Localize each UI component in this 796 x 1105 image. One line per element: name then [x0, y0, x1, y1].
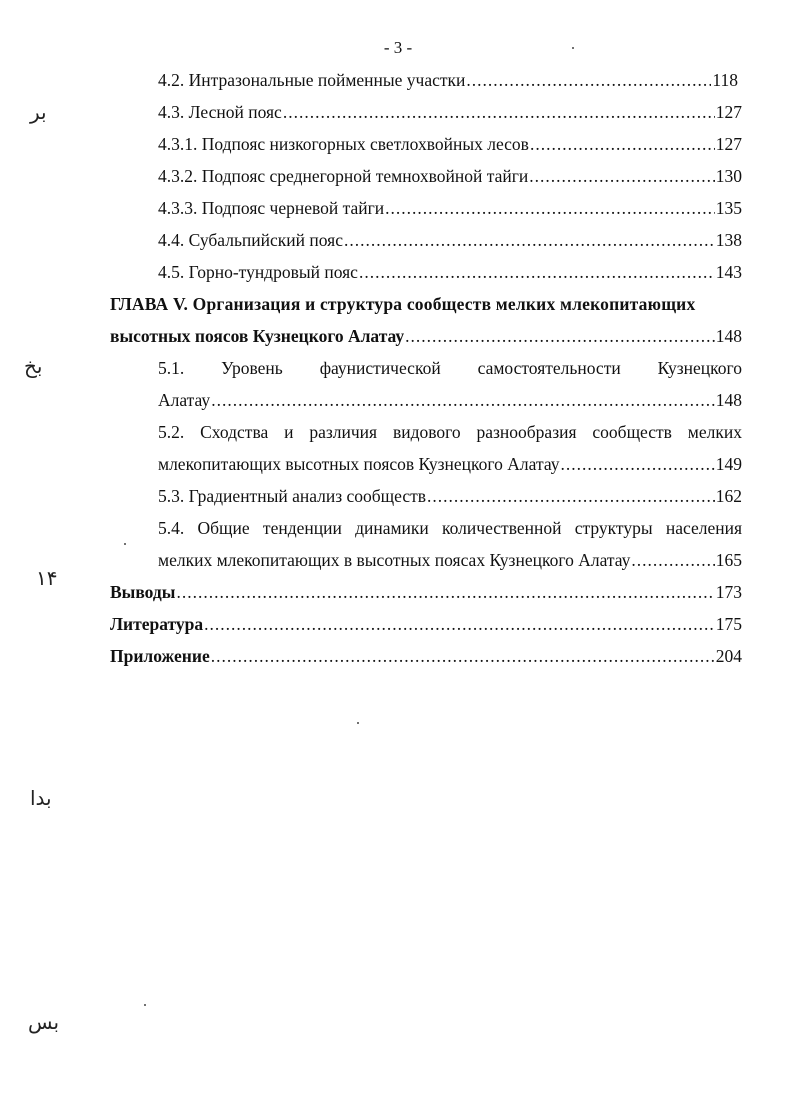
toc-entry-literature — [110, 613, 742, 635]
dot-leader — [211, 645, 715, 667]
toc-entry-title: 4.3.1. Подпояс низкогорных светлохвойных лесов — [158, 134, 529, 154]
toc-entry-page: 162 — [715, 486, 742, 506]
dot-leader — [359, 261, 715, 283]
section-5-1-line2 — [158, 389, 742, 411]
section-5-4-line1: 5.4. Общие тенденции динамики количественной структуры населения — [158, 518, 742, 538]
toc-entry-page: 127 — [715, 134, 742, 154]
toc-entry-title: мелких млекопитающих в высотных поясах Кузнецкого Алатау — [158, 550, 631, 570]
toc-entry-title: Литература — [110, 614, 204, 634]
dot-leader — [211, 389, 715, 411]
toc-entry-page: 148 — [715, 390, 742, 410]
section-5-2-line2 — [158, 453, 742, 475]
toc-entry-4-2 — [158, 69, 738, 91]
chapter-5-title-line2 — [110, 325, 742, 347]
section-5-4-line2 — [158, 549, 742, 571]
toc-entry-4-3 — [158, 101, 742, 123]
dot-leader — [631, 549, 714, 571]
handwritten-margin-mark: بر — [30, 100, 47, 124]
dot-leader — [466, 69, 711, 91]
toc-entry-title: 4.3.2. Подпояс среднегорной темнохвойной тайги — [158, 166, 529, 186]
handwritten-margin-mark: بدا — [30, 786, 52, 810]
section-5-3 — [158, 485, 742, 507]
dot-leader — [560, 453, 714, 475]
toc-entry-page: 118 — [712, 70, 738, 90]
section-5-2-line1: 5.2. Сходства и различия видового разнообразия сообществ мелких — [158, 422, 742, 442]
toc-entry-title: 4.5. Горно-тундровый пояс — [158, 262, 358, 282]
toc-entry-page: 149 — [715, 454, 742, 474]
toc-entry-title: 5.3. Градиентный анализ сообществ — [158, 486, 427, 506]
toc-entry-title: 4.3. Лесной пояс — [158, 102, 282, 122]
toc-entry-page: 175 — [715, 614, 742, 634]
toc-entry-4-5 — [158, 261, 742, 283]
toc-entry-page: 173 — [715, 582, 742, 602]
toc-entry-page: 138 — [715, 230, 742, 250]
scan-speck — [124, 543, 126, 545]
word: самостоятельности — [477, 358, 621, 378]
word: фаунистической — [319, 358, 441, 378]
dot-leader — [405, 325, 715, 347]
dot-leader — [385, 197, 715, 219]
toc-entry-page: 148 — [715, 326, 742, 346]
toc-entry-4-3-3 — [158, 197, 742, 219]
toc-entry-title: 4.4. Субальпийский пояс — [158, 230, 343, 250]
toc-entry-page: 130 — [715, 166, 742, 186]
dot-leader — [427, 485, 715, 507]
toc-entry-4-4 — [158, 229, 742, 251]
toc-entry-conclusions — [110, 581, 742, 603]
toc-entry-title: 4.2. Интразональные пойменные участки — [158, 70, 466, 90]
toc-entry-title: млекопитающих высотных поясов Кузнецкого Алатау — [158, 454, 560, 474]
scan-speck — [572, 47, 574, 49]
dot-leader — [530, 133, 715, 155]
toc-entry-title: 4.3.3. Подпояс черневой тайги — [158, 198, 385, 218]
handwritten-margin-mark: بس — [28, 1010, 60, 1034]
toc-entry-title: Алатау — [158, 390, 211, 410]
toc-entry-page: 135 — [715, 198, 742, 218]
toc-entry-4-3-2 — [158, 165, 742, 187]
word: Уровень — [221, 358, 283, 378]
chapter-5-title-line1: ГЛАВА V. Организация и структура сообществ мелких млекопитающих — [110, 294, 696, 314]
dot-leader — [176, 581, 714, 603]
toc-entry-page: 127 — [715, 102, 742, 122]
toc-entry-page: 204 — [715, 646, 742, 666]
dot-leader — [283, 101, 715, 123]
dot-leader — [204, 613, 715, 635]
toc-entry-4-3-1 — [158, 133, 742, 155]
word: 5.1. — [158, 358, 185, 378]
scan-speck — [357, 722, 359, 724]
handwritten-margin-mark: بخ — [24, 354, 43, 378]
handwritten-margin-mark: ۱۴ — [36, 566, 58, 590]
toc-entry-appendix — [110, 645, 742, 667]
page-number: - 3 - — [383, 38, 413, 57]
section-5-1-line1 — [158, 357, 742, 379]
toc-entry-title: Приложение — [110, 646, 210, 666]
toc-entry-title: высотных поясов Кузнецкого Алатау — [110, 326, 405, 346]
word: Кузнецкого — [657, 358, 742, 378]
toc-entry-page: 165 — [715, 550, 742, 570]
dot-leader — [529, 165, 714, 187]
toc-entry-page: 143 — [715, 262, 742, 282]
toc-entry-title: Выводы — [110, 582, 176, 602]
dot-leader — [344, 229, 715, 251]
scan-speck — [144, 1004, 146, 1006]
